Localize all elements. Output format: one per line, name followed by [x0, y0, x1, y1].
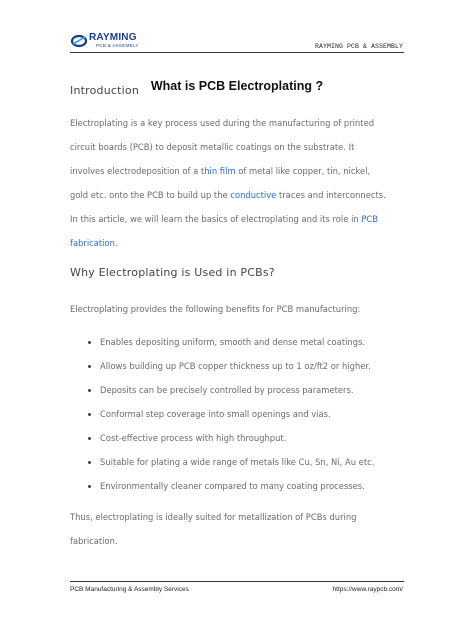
list-item: Conformal step coverage into small openings and vias.: [70, 402, 410, 426]
intro-paragraph: [70, 111, 410, 255]
intro-line: circuit boards (PCB) to deposit metallic coatings on the substrate. It: [70, 142, 355, 152]
pcb-fabrication-link-part1[interactable]: PCB: [361, 214, 379, 224]
intro-line: Electroplating is a key process used during the manufacturing of printed: [70, 118, 375, 128]
conclusion-line: Thus, electroplating is ideally suited for metallization of PCBs during: [70, 512, 357, 522]
rayming-swoosh-icon: [70, 32, 88, 48]
why-heading: Why Electroplating is Used in PCBs?: [70, 266, 275, 279]
list-item: Enables depositing uniform, smooth and dense metal coatings.: [70, 330, 410, 354]
rayming-logo: [70, 30, 160, 52]
why-lead-text: Electroplating provides the following benefits for PCB manufacturing:: [70, 304, 361, 314]
intro-line: gold etc. onto the PCB to build up the conductive traces and interconnects.: [70, 190, 386, 200]
footer-url-link[interactable]: https://www.raypcb.com/: [332, 586, 403, 593]
benefits-list: [70, 330, 410, 498]
footer-services-text: PCB Manufacturing & Assembly Services: [70, 586, 189, 593]
pcb-fabrication-link-part2[interactable]: fabrication: [70, 238, 115, 248]
logo-brand-text: RAYMING: [89, 32, 137, 43]
intro-line: involves electrodeposition of a thin film of metal like copper, tin, nickel,: [70, 166, 371, 176]
conductive-link[interactable]: conductive: [230, 190, 277, 200]
list-item: Allows building up PCB copper thickness up to 1 oz/ft2 or higher.: [70, 354, 410, 378]
why-lead: [70, 297, 410, 321]
header-company-name: RAYMING PCB & ASSEMBLY: [314, 43, 403, 50]
header-divider: [70, 52, 404, 53]
conclusion-paragraph: [70, 505, 410, 553]
logo-tagline: PCB & ASSEMBLY: [96, 43, 139, 48]
list-item: Cost-effective process with high throughput.: [70, 426, 410, 450]
list-item: Suitable for plating a wide range of metals like Cu, Sn, Ni, Au etc.: [70, 450, 410, 474]
intro-heading: Introduction: [70, 84, 140, 97]
intro-line: In this article, we will learn the basics of electroplating and its role in PCB: [70, 214, 379, 224]
conclusion-line: fabrication.: [70, 536, 118, 546]
list-item: Deposits can be precisely controlled by process parameters.: [70, 378, 410, 402]
footer-divider: [70, 581, 404, 582]
intro-line: fabrication.: [70, 238, 118, 248]
thin-film-link[interactable]: thin film: [200, 166, 236, 176]
page-title: What is PCB Electroplating ?: [150, 79, 324, 93]
list-item: Environmentally cleaner compared to many coating processes.: [70, 474, 410, 498]
